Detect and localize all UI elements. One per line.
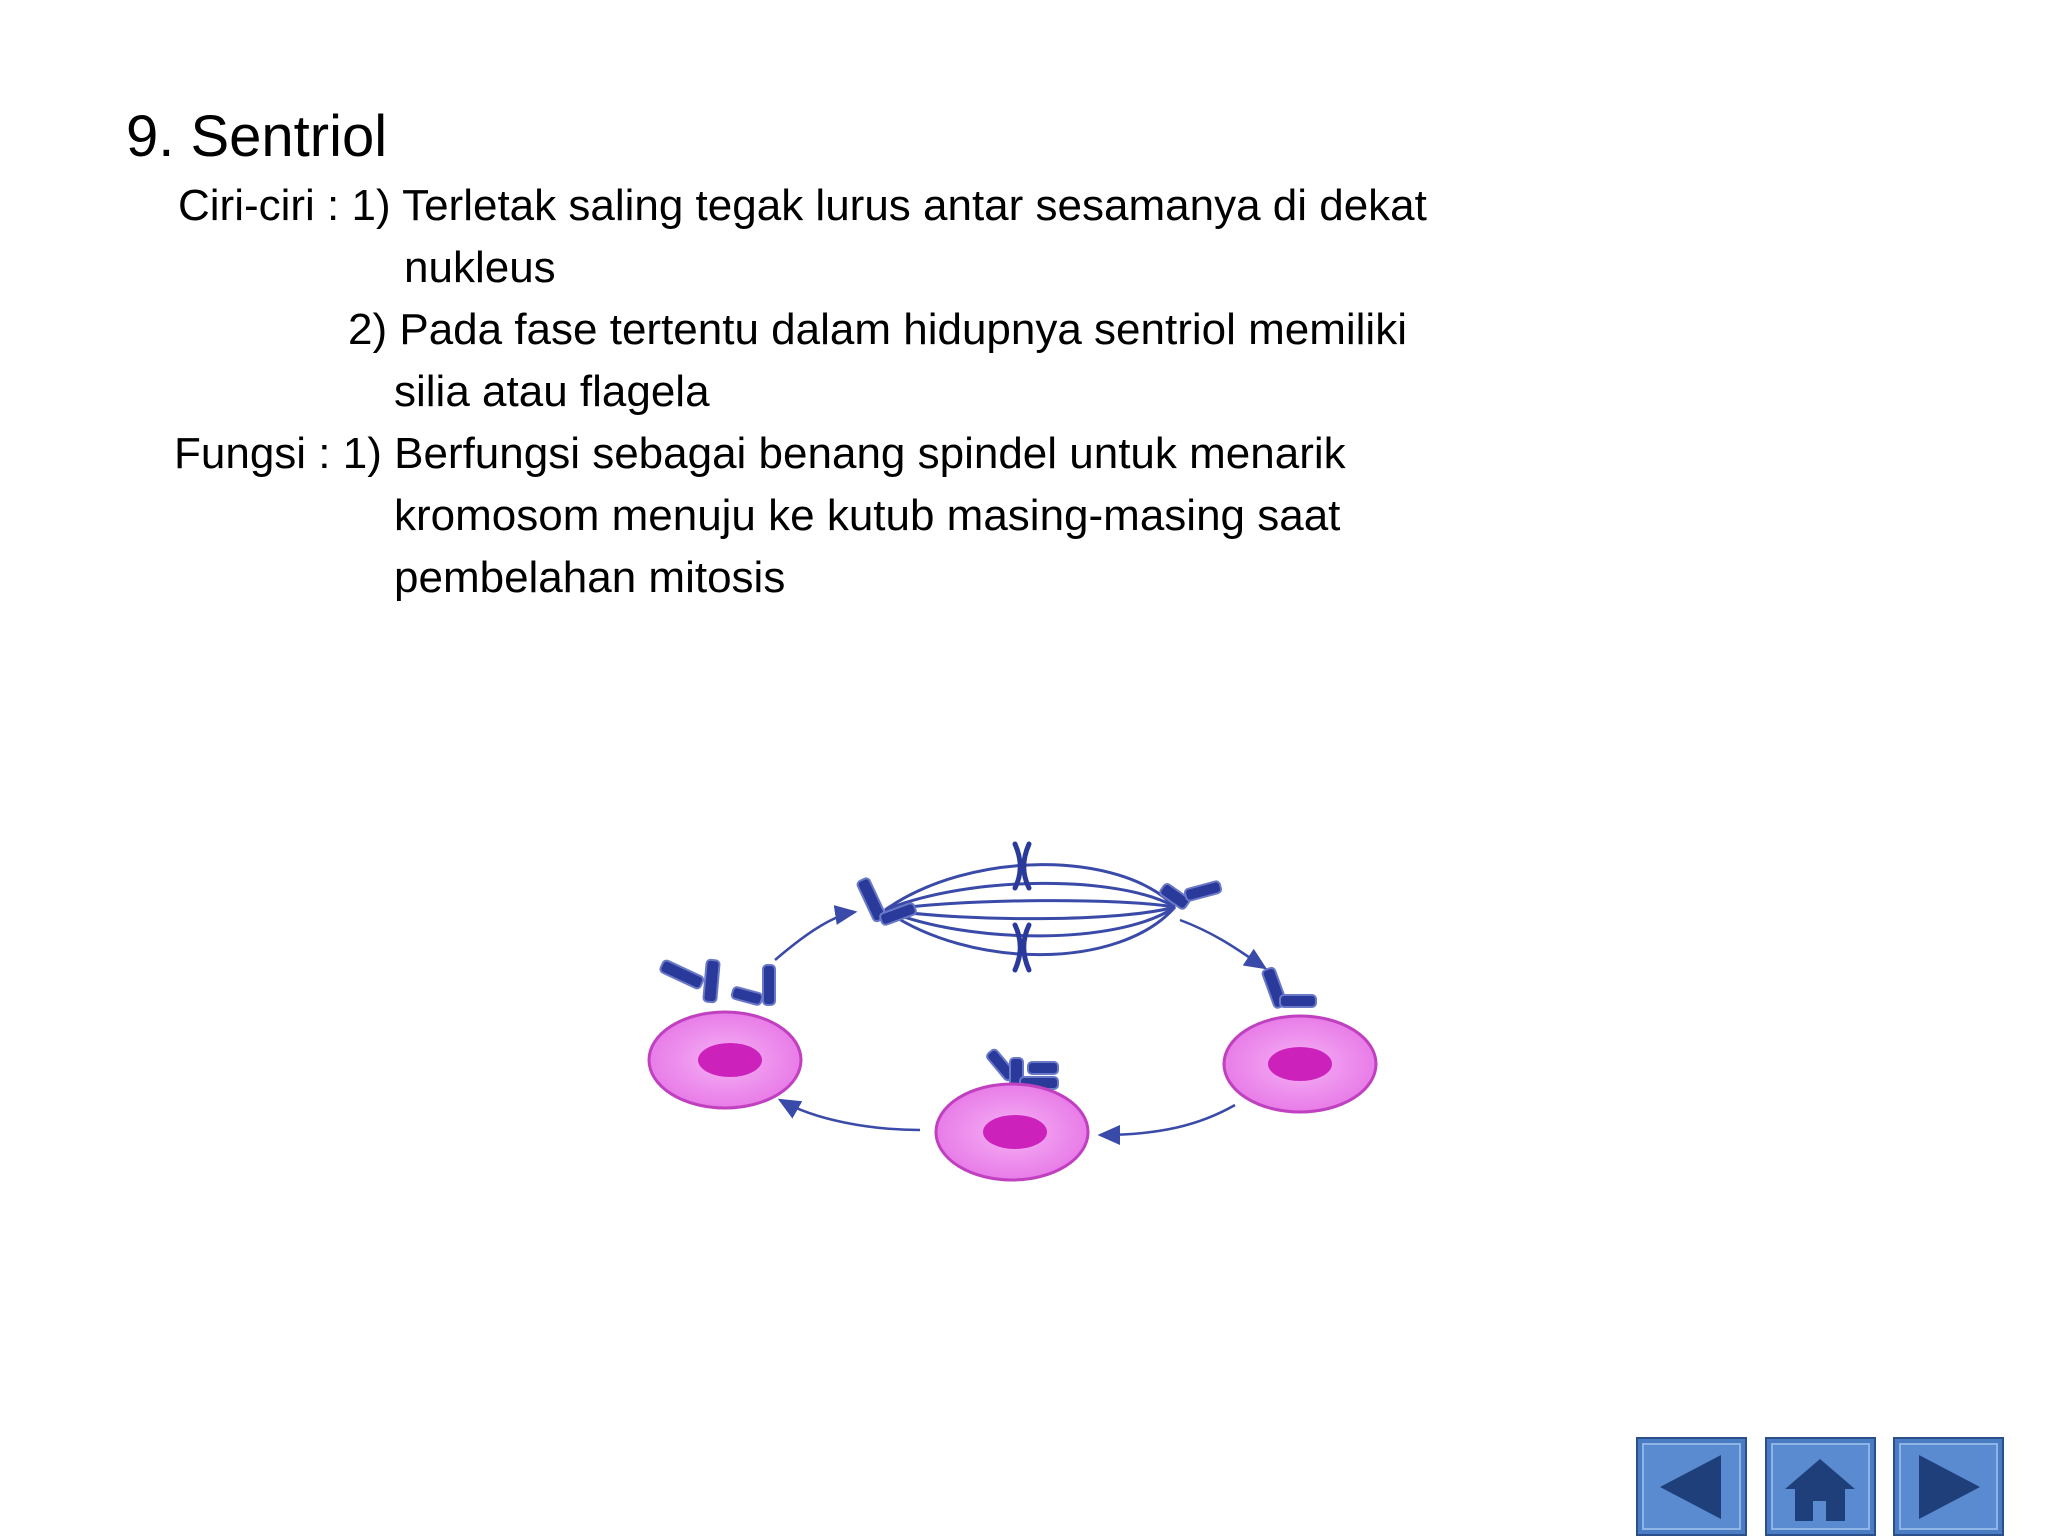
forward-button[interactable] (1893, 1437, 2004, 1536)
centriole-icon (659, 959, 775, 1005)
characteristic-1-line-1: 1) Terletak saling tegak lurus antar sesamanya di dekat (351, 181, 1427, 230)
cell-icon (936, 1084, 1088, 1180)
forward-arrow-icon (1893, 1437, 2004, 1536)
function-label: Fungsi : (174, 429, 331, 478)
function-1-line-1: 1) Berfungsi sebagai benang spindel untuk menarik (342, 429, 1346, 478)
centriole-cycle-diagram (640, 830, 1410, 1230)
characteristics-label: Ciri-ciri : (178, 181, 340, 230)
back-button[interactable] (1636, 1437, 1747, 1536)
slide-title: 9. Sentriol (126, 104, 388, 169)
back-arrow-icon (1636, 1437, 1747, 1536)
function-1-line-3: pembelahan mitosis (394, 553, 786, 602)
spindle-fibers (885, 865, 1175, 955)
chromosome-icon (1015, 844, 1029, 970)
characteristics-row-1 (178, 178, 1427, 234)
characteristic-2-line-1: 2) Pada fase tertentu dalam hidupnya sentriol memiliki (348, 305, 1407, 354)
characteristic-1-line-2: nukleus (404, 243, 556, 292)
home-icon (1765, 1437, 1876, 1536)
centriole-icon (1262, 967, 1316, 1009)
cell-icon (1224, 1016, 1376, 1112)
characteristic-2-line-2: silia atau flagela (394, 367, 710, 416)
function-1-line-2: kromosom menuju ke kutub masing-masing saat (394, 491, 1341, 540)
function-row-1 (174, 426, 1346, 482)
cell-icon (649, 1012, 801, 1108)
home-button[interactable] (1765, 1437, 1876, 1536)
